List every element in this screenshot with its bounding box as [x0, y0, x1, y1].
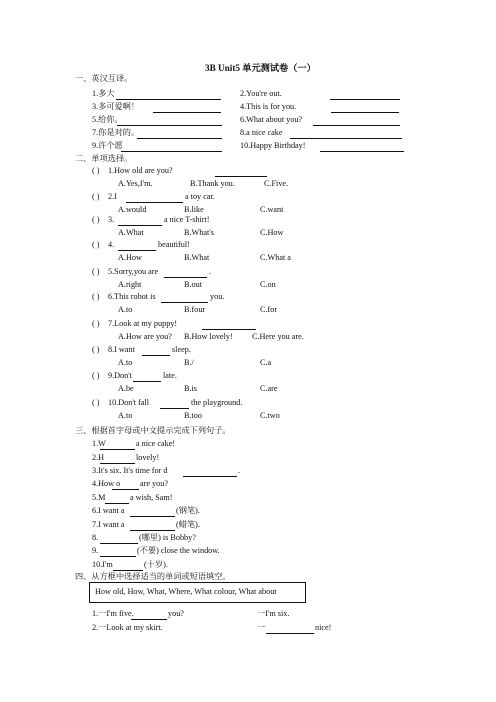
answer-blank — [121, 143, 222, 152]
option-c: C.for — [260, 305, 278, 314]
option-b: B.What — [184, 253, 210, 262]
answer-blank — [313, 117, 400, 126]
sentence-prefix: 4.How o — [92, 479, 121, 488]
paren-blank: ( ) — [92, 192, 100, 201]
translation-item: 8.a nice cake — [240, 128, 283, 137]
answer-blank — [130, 508, 175, 517]
word-bank-text: How old, How, What, Where, What colour, What about — [95, 587, 277, 596]
option-c: C.How — [260, 228, 284, 237]
paren-blank: ( ) — [92, 371, 100, 380]
option-c: C.want — [260, 205, 284, 214]
answer-blank — [130, 522, 175, 531]
question-text: 10.Don't fall — [108, 398, 150, 407]
sentence-suffix: a nice cake! — [136, 439, 176, 448]
translation-item: 5.给你。 — [92, 115, 123, 124]
sentence-suffix: . — [238, 466, 241, 475]
question-text: late. — [163, 371, 177, 380]
translation-item: 4.This is for you. — [240, 102, 297, 111]
question-text: a toy car. — [185, 192, 215, 201]
answer-blank — [100, 441, 135, 450]
dialog-line: 1.一I'm five. — [92, 609, 134, 618]
sentence-prefix: 1.W — [92, 439, 106, 448]
option-a: A.How — [118, 253, 142, 262]
question-text: you. — [210, 292, 225, 301]
option-c: C.two — [260, 411, 280, 420]
question-text: 4. — [108, 240, 115, 249]
answer-blank — [112, 481, 139, 490]
answer-blank — [131, 611, 167, 620]
answer-blank — [160, 400, 189, 409]
section-heading: 一、英汉互译。 — [75, 74, 133, 83]
option-c: C.Here you are. — [252, 332, 304, 341]
answer-blank — [330, 91, 400, 100]
option-b: B.is — [184, 384, 197, 393]
sentence-suffix: (钢笔). — [176, 506, 200, 515]
translation-item: 10.Happy Birthday! — [240, 141, 306, 150]
answer-blank — [126, 194, 183, 203]
question-text: the playground. — [191, 398, 243, 407]
answer-blank — [100, 455, 135, 464]
question-text: beautiful! — [158, 240, 190, 249]
answer-blank — [137, 130, 222, 139]
question-text: 7.Look at my puppy! — [108, 319, 178, 328]
sentence-suffix: are you? — [140, 479, 168, 488]
answer-blank — [133, 373, 161, 382]
option-a: A.to — [118, 358, 133, 367]
answer-blank — [105, 495, 129, 504]
sentence-suffix: lovely! — [136, 453, 160, 462]
question-text: 9.Don't — [108, 371, 132, 380]
option-a: A.to — [118, 305, 133, 314]
option-a: A.to — [118, 411, 133, 420]
sentence-suffix: (哪里) is Bobby? — [139, 533, 196, 542]
dialog-line: 一I'm six. — [257, 609, 290, 618]
sentence-suffix: (蜡笔). — [176, 520, 200, 529]
option-b: B.What's — [184, 228, 214, 237]
worksheet-title: 3B Unit5 单元测试卷（一） — [205, 63, 316, 73]
option-b: B.four — [184, 305, 206, 314]
question-text: 8.I want — [108, 345, 135, 354]
sentence-prefix: 9. — [92, 546, 99, 555]
section-heading: 二、单项选择。 — [75, 154, 133, 163]
section-heading: 四、从方框中选择适当的单词或短语填空。 — [75, 572, 231, 581]
option-a: A.be — [118, 384, 134, 393]
option-c: C.Five. — [264, 179, 289, 188]
sentence-suffix: a wish, Sam! — [130, 493, 173, 502]
option-a: A.would — [118, 205, 147, 214]
answer-blank — [153, 104, 221, 113]
paren-blank: ( ) — [92, 398, 100, 407]
answer-blank — [161, 294, 208, 303]
sentence-prefix: 8. — [92, 533, 99, 542]
answer-blank — [164, 269, 207, 278]
sentence-suffix: (不要) close the window. — [137, 546, 220, 555]
answer-blank — [118, 217, 162, 226]
answer-blank — [320, 143, 404, 152]
answer-blank — [202, 321, 256, 330]
paren-blank: ( ) — [92, 166, 100, 175]
answer-blank — [331, 104, 399, 113]
answer-blank — [142, 347, 170, 356]
translation-item: 9.许个愿 — [92, 141, 123, 150]
translation-item: 6.What about you? — [240, 115, 303, 124]
answer-blank — [116, 91, 221, 100]
sentence-prefix: 2.H — [92, 453, 105, 462]
section-heading: 三、根据首字母或中文提示完成下列句子。 — [75, 426, 231, 435]
sentence-prefix: 10.I'm — [92, 560, 113, 569]
sentence-prefix: 3.It's six. It's time for d — [92, 466, 168, 475]
paren-blank: ( ) — [92, 345, 100, 354]
dialog-line: 2.一Look at my skirt. — [92, 623, 163, 632]
paren-blank: ( ) — [92, 292, 100, 301]
option-a: A.How are you? — [118, 332, 172, 341]
option-b: B.like — [184, 205, 204, 214]
answer-blank — [117, 117, 222, 126]
paren-blank: ( ) — [92, 240, 100, 249]
question-text: 1.How old are you? — [108, 166, 173, 175]
option-b: B.How lovely! — [184, 332, 233, 341]
answer-blank — [118, 242, 156, 251]
answer-blank — [113, 562, 143, 571]
dialog-line: 一 — [257, 623, 266, 632]
paren-blank: ( ) — [92, 215, 100, 224]
option-a: A.right — [118, 280, 142, 289]
sentence-prefix: 7.I want a — [92, 520, 125, 529]
option-b: B./ — [184, 358, 194, 367]
sentence-prefix: 5.M — [92, 493, 106, 502]
translation-item: 1.多大 — [92, 89, 115, 98]
question-text: 3. — [108, 215, 115, 224]
translation-item: 2.You're out. — [240, 89, 282, 98]
option-c: C.are — [260, 384, 278, 393]
option-c: C.on — [260, 280, 276, 289]
option-b: B.out — [184, 280, 202, 289]
answer-blank — [100, 535, 138, 544]
dialog-line: nice! — [315, 623, 332, 632]
translation-item: 7.你是对的。 — [92, 128, 140, 137]
paren-blank: ( ) — [92, 319, 100, 328]
translation-item: 3.多可爱啊！ — [92, 102, 140, 111]
answer-blank — [290, 130, 402, 139]
answer-blank — [100, 548, 136, 557]
question-text: . — [209, 267, 212, 276]
option-c: C.What a — [260, 253, 291, 262]
question-text: 2.I — [108, 192, 117, 201]
answer-blank — [183, 468, 237, 477]
paren-blank: ( ) — [92, 267, 100, 276]
question-text: 5.Sorry,you are — [108, 267, 159, 276]
answer-blank — [266, 625, 314, 634]
dialog-line: you? — [168, 609, 184, 618]
option-a: A.What — [118, 228, 144, 237]
option-a: A.Yes,I'm. — [118, 179, 153, 188]
sentence-prefix: 6.I want a — [92, 506, 125, 515]
question-text: 6.This robot is — [108, 292, 156, 301]
option-b: B.Thank you. — [190, 179, 235, 188]
question-text: a nice T-shirt! — [164, 215, 210, 224]
option-c: C.a — [260, 358, 272, 367]
question-text: sleep. — [172, 345, 191, 354]
answer-blank — [215, 168, 267, 177]
sentence-suffix: (十岁). — [144, 560, 168, 569]
option-b: B.too — [184, 411, 202, 420]
